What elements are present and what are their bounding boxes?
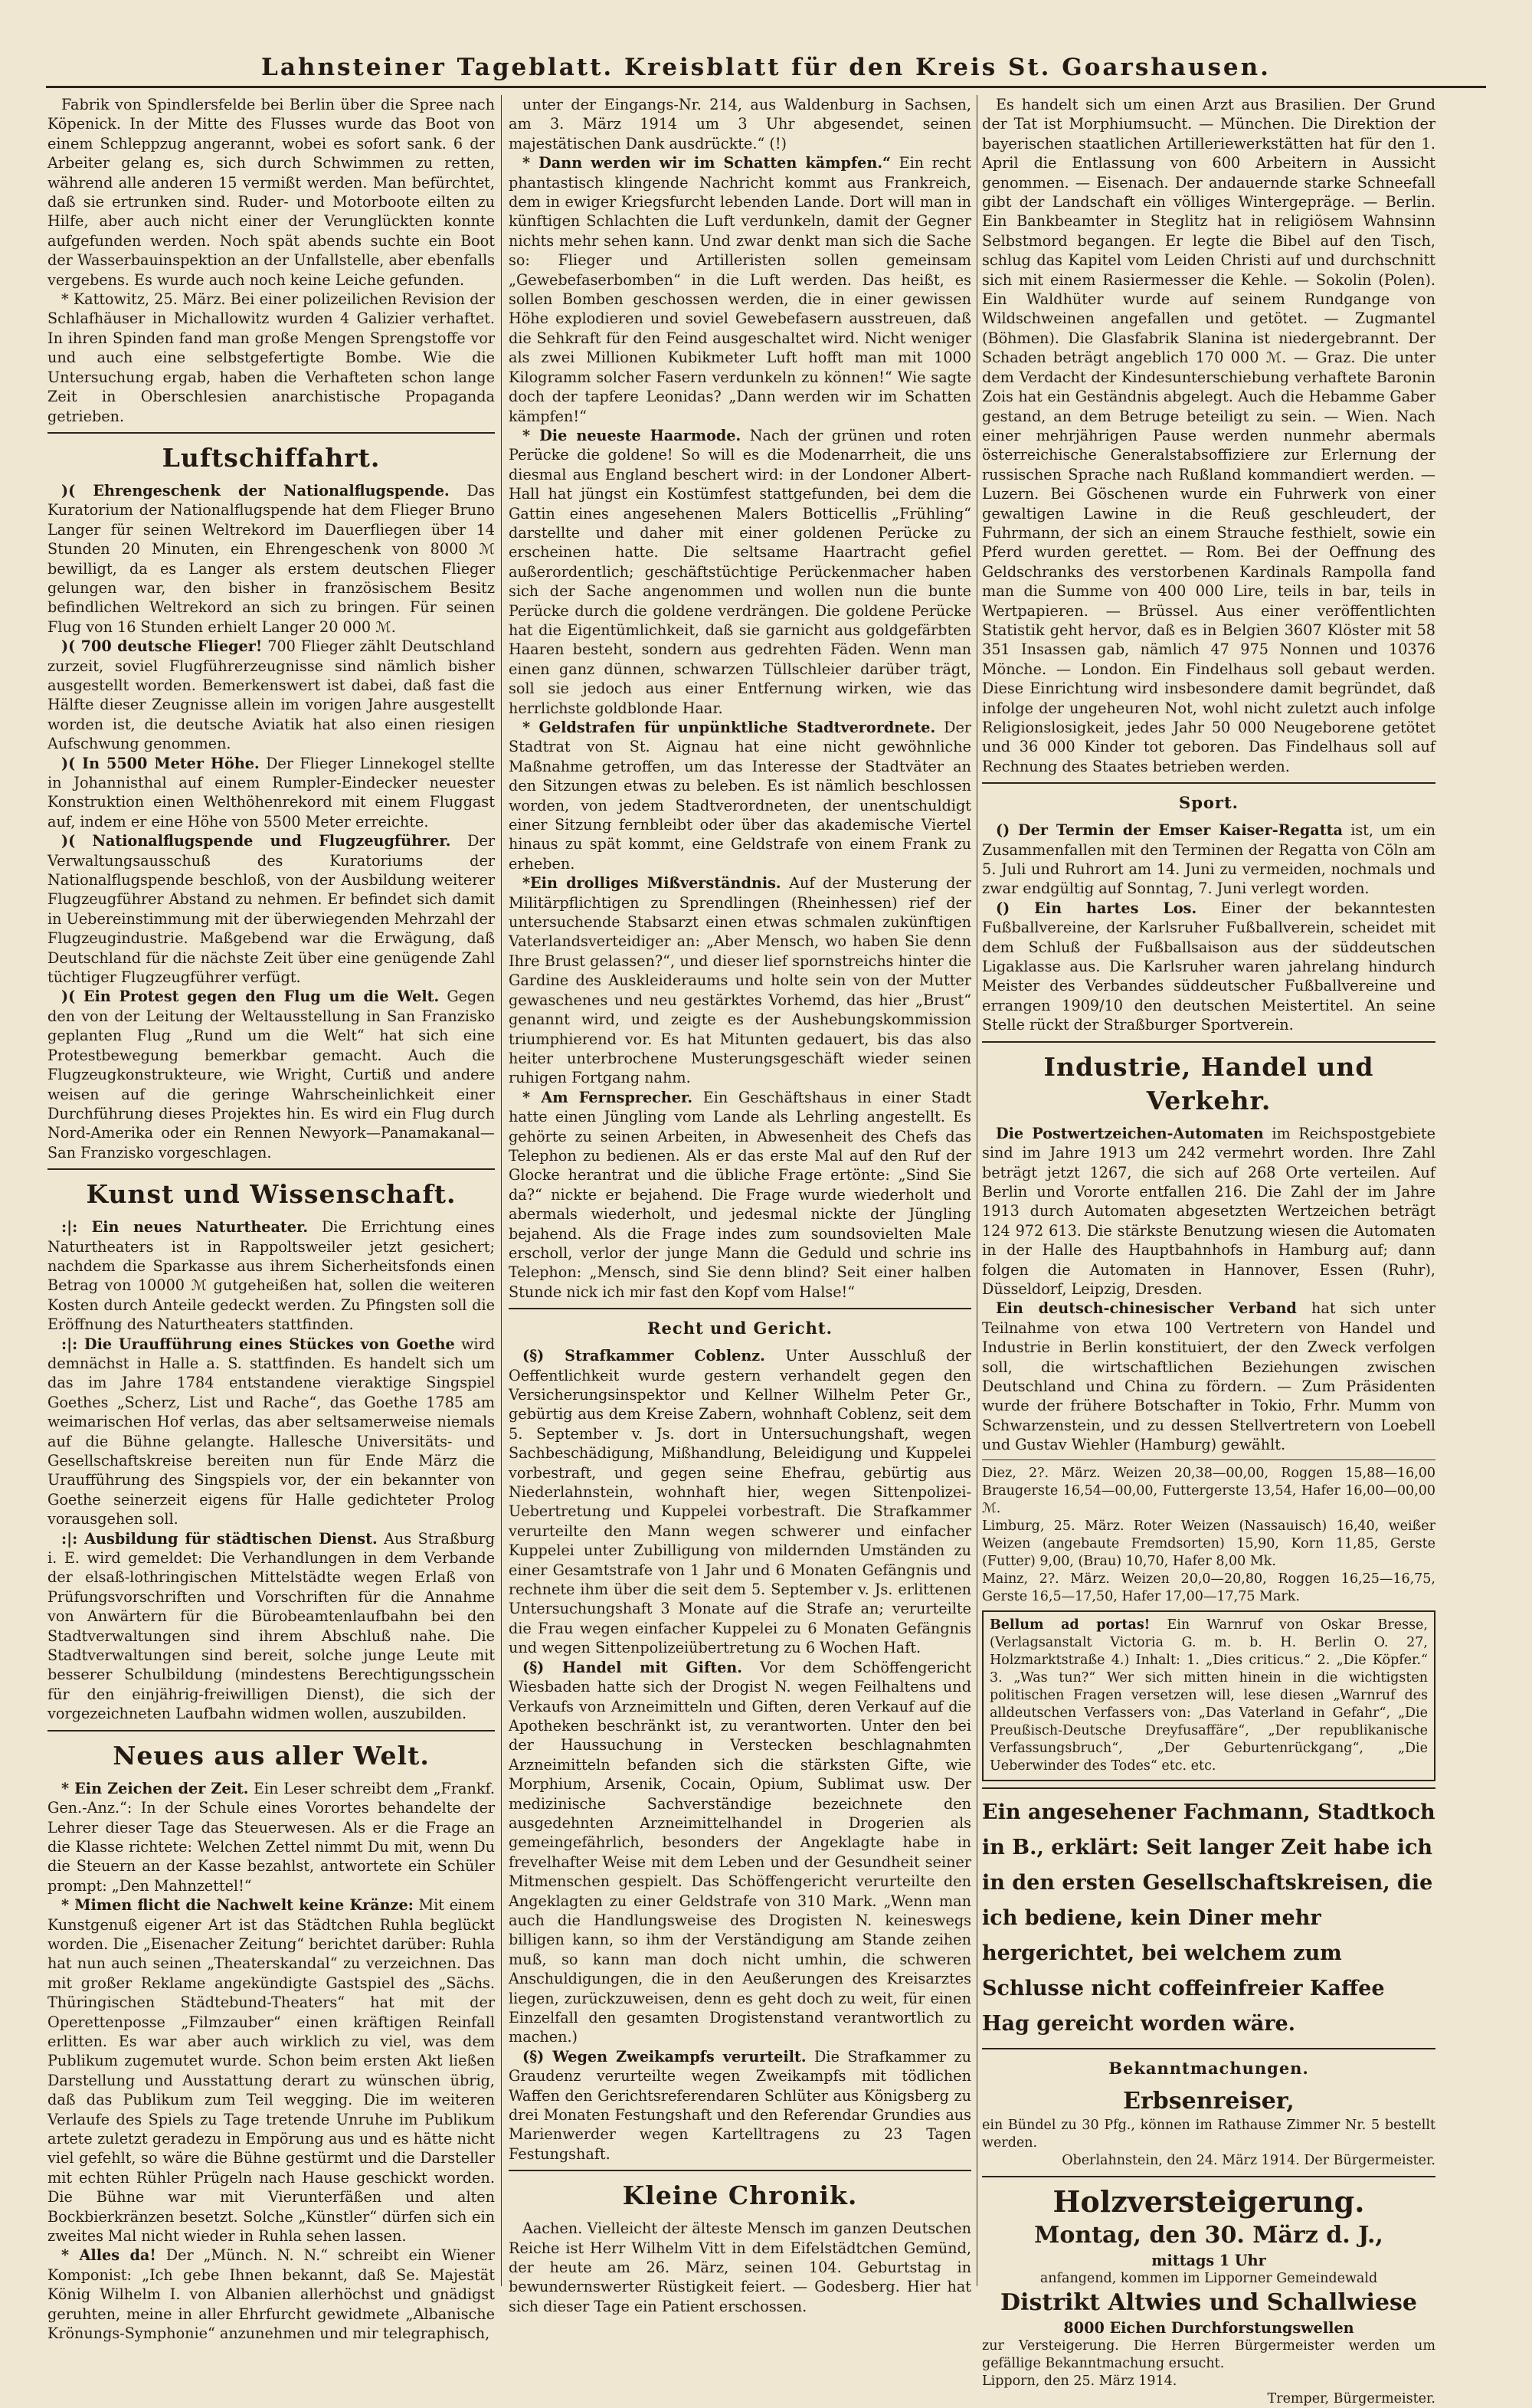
section-heading-neues: Neues aus aller Welt. — [113, 1740, 430, 1771]
auction-signature: Tremper, Bürgermeister. — [1267, 2391, 1435, 2407]
notice-signature: Oberlahnstein, den 24. März 1914. Der Bürgermeister. — [1062, 2152, 1435, 2168]
article — [509, 718, 971, 873]
article-body: Aus Straßburg i. E. wird gemeldet: Die Verhandlungen in dem Verbande der elsaß-lothringischen Mittelstädte wegen Erlaß von Prüfungsvorschriften und Vorschriften für die Annahme von Anwärtern für die Bürobeamtenlaufbahn bei den Stadtverwaltungen sind ihrem Abschluß nahe. Die Stadtverwaltungen sind bereit, solche junge Leute mit besserer Schulbildung (mindestens Berechtigungsschein für den einjährig-freiwilligen Dienst), die sich der vorgezeichneten Laufbahn widmen wollen, auszubilden. — [47, 1529, 495, 1723]
article — [509, 153, 971, 426]
auction-title: Holzversteigerung. — [1052, 2184, 1365, 2219]
article-heading: Die Postwertzeichen-Automaten — [996, 1124, 1264, 1142]
article — [982, 821, 1435, 899]
article — [509, 1658, 971, 2047]
article-body: Ein Geschäftshaus in einer Stadt hatte einen Jüngling vom Lande als Lehrling angestellt. Es gehörte zu seinen Arbeiten, in Abwesenheit des Chefs das Telephon zu bedienen. Als er das erste Mal auf den Ruf der Glocke herantrat und die übliche Frage ertönte: „Sind Sie da?“ nickte er bejahend. Die Frage wurde wiederholt und abermals wiederholt, und jedesmal nickte der Jüngling bejahend. Als die Frage indes zum soundsovielten Male erscholl, verlor der junge Mann die Geduld und schrie ins Telephon: „Mensch, sind Sie denn blind? Seit einer halben Stunde nick ich mir fast den Kopf vom Halse!“ — [509, 1088, 971, 1301]
article-kattowitz: * Kattowitz, 25. März. Bei einer polizeilichen Revision der Schlafhäuser in Michallowitz wurden 4 Galizier verhaftet. In ihren Spinden fand man große Mengen Sprengstoffe vor und auch eine selbstgefertigte Bombe. Wie die Untersuchung ergab, haben die Verhafteten schon lange Zeit in Oberschlesien anarchistische Propaganda getrieben. — [47, 290, 495, 425]
section-heading-kunst: Kunst und Wissenschaft. — [86, 1179, 457, 1210]
article-heading: * Die neueste Haarmode. — [522, 426, 741, 444]
section-heading-luftschiffahrt: Luftschiffahrt. — [162, 442, 381, 473]
section-rule — [982, 1041, 1435, 1043]
article — [509, 1088, 971, 1302]
auction-place: Lipporn, den 25. März 1914. — [982, 2374, 1177, 2390]
section-heading-industrie: Industrie, Handel und Verkehr. — [1043, 1051, 1374, 1116]
masthead-rule — [46, 86, 1486, 88]
masthead: Lahnsteiner Tageblatt. Kreisblatt für den Kreis St. Goarshausen. — [261, 54, 1271, 81]
article-body: Die Errichtung eines Naturtheaters ist in Rappoltsweiler jetzt gesichert; nachdem die Sparkasse aus ihrem Sicherheitsfonds einen Betrag von 10000 ℳ gutgeheißen hat, sollen die weiteren Kosten durch Anteile gedeckt werden. Zu Pfingsten soll die Eröffnung des Naturtheaters stattfinden. — [47, 1218, 495, 1334]
market-report-diez: Diez, 2?. März. Weizen 20,38—00,00, Roggen 15,88—16,00 Braugerste 16,54—00,00, Futtergerste 13,54, Hafer 16,00—00,00 ℳ. — [982, 1465, 1435, 1516]
article-body: 700 Flieger zählt Deutschland zurzeit, soviel Flugführerzeugnisse sind nämlich bisher ausgestellt worden. Bemerkenswert ist dabei, daß fast die Hälfte dieser Zeugnisse allein im vorigen Jahre ausgestellt worden ist, die deutsche Aviatik hat also einen riesigen Aufschwung genommen. — [47, 637, 495, 753]
article — [509, 2047, 971, 2164]
article-heading: )( Ein Protest gegen den Flug um die Welt. — [61, 988, 440, 1006]
article-heading: * Geldstrafen für unpünktliche Stadtverordnete. — [522, 719, 936, 736]
article-heading: )( In 5500 Meter Höhe. — [61, 754, 260, 772]
auction-date: Montag, den 30. März d. J., — [1034, 2221, 1383, 2249]
article-continuation: Es handelt sich um einen Arzt aus Brasilien. Der Grund der Tat ist Morphiumsucht. — München. Die Direktion der bayerischen staatlichen Artilleriewerkstätten hat für den 1. April die Entlassung von 600 Arbeitern in Aussicht genommen. — Eisenach. Der andauernde starke Schneefall gibt der Landschaft ein völliges Wintergepräge. — Berlin. Ein Bankbeamter in Steglitz hat in religiösem Wahnsinn Selbstmord begangen. Er legte die Bibel auf den Tisch, schlug das Kapitel vom Leiden Christi auf und durchschnitt sich mit einem Rasiermesser die Kehle. — Sokolin (Polen). Ein Waldhüter wurde auf seinem Rundgange von Wildschweinen angefallen und getötet. — Zugmantel (Böhmen). Die Glasfabrik Slanina ist niedergebrannt. Der Schaden beträgt angeblich 170 000 ℳ. — Graz. Die unter dem Verdacht der Kindesunterschiebung verhaftete Baronin Zois hat ein Geständnis abgelegt. Auch die Hebamme Gaber gestand, an dem Betruge beteiligt zu sein. — Wien. Nach einer mehrjährigen Pause werden nunmehr abermals österreichische Generalstabsoffiziere zur Erlernung der russischen Sprache nach Rußland kommandiert werden. — Luzern. Bei Göschenen wurde ein Fuhrwerk von einer gewaltigen Lawine in die Reuß geschleudert, der Fuhrmann, der sich an einem Strauche festhielt, sowie ein Pferd wurden gerettet. — Rom. Bei der Oeffnung des Geldschranks des verstorbenen Kardinals Rampolla fand man die Summe von 400 000 Lire, teils in bar, teils in Wertpapieren. — Brüssel. Aus einer veröffentlichten Statistik geht hervor, daß es in Belgien 3607 Klöster mit 58 351 Insassen gab, nämlich 47 975 Nonnen und 10376 Mönche. — London. Ein Findelhaus soll gebaut werden. Diese Einrichtung wird insbesondere damit begründet, daß infolge der ungeheuren Not, wohl nicht zuletzt auch infolge Religionslosigkeit, jedes Jahr 50 000 Neugeborene getötet und 36 000 Kinder tot geboren. Das Findelhaus soll auf Rechnung des Staates betrieben werden. — [982, 96, 1435, 775]
article — [47, 1529, 495, 1724]
notice-text: ein Bündel zu 30 Pfg., können im Rathause Zimmer Nr. 5 bestellt werden. — [982, 2117, 1435, 2151]
article-body: Gegen den von der Leitung der Weltausstellung in San Franzisko geplanten Flug „Rund um die Welt“ hat sich eine Protestbewegung bemerkbar gemacht. Auch die Flugzeugkonstrukteure, wie Wright, Curtiß und andere weisen auf die geringe Wahrscheinlichkeit einer Durchführung dieses Projektes hin. Es wird ein Flug durch Nord-Amerika oder ein Rennen Newyork—Panamakanal—San Franzisko vorgeschlagen. — [47, 988, 495, 1161]
column-2 — [509, 95, 971, 2315]
article-body: Einer der bekanntesten Fußballvereine, der Karlsruher Fußballverein, scheidet mit dem Schluß der Fußballsaison aus der süddeutschen Ligaklasse aus. Die Karlsruher waren jahrelang hindurch Meister des Verbandes süddeutscher Fußballvereine und errangen 1909/10 den deutschen Meistertitel. An seine Stelle rückt der Straßburger Sportverein. — [982, 899, 1435, 1034]
article-body: hat sich unter Teilnahme von etwa 100 Vertretern von Handel und Industrie in Berlin konstituiert, der den Zweck verfolgen soll, die wirtschaftlichen Beziehungen zwischen Deutschland und China zu fördern. — Zum Präsidenten wurde der frühere Botschafter in Tokio, Frhr. Mumm von Schwarzenstein, und zu dessen Stellvertretern von Loebell und Gustav Wiehler (Hamburg) gewählt. — [982, 1299, 1435, 1454]
article — [47, 1895, 495, 2246]
rule — [982, 1787, 1435, 1789]
column-divider — [501, 95, 502, 2286]
article-body: Der Flieger Linnekogel stellte in Johannisthal auf einem Rumpler-Eindecker neuester Konstruktion einen Welthöhenrekord mit einem Fluggast auf, indem er eine Höhe von 5500 Meter erreichte. — [47, 754, 495, 831]
article-heading: * Dann werden wir im Schatten kämpfen.“ — [522, 154, 892, 172]
section-rule — [509, 1308, 971, 1309]
auction-time: mittags 1 Uhr — [1151, 2251, 1266, 2269]
section-rule — [47, 432, 495, 434]
article — [982, 899, 1435, 1035]
article — [509, 426, 971, 718]
article-heading: (§) Handel mit Giften. — [522, 1658, 742, 1676]
section-heading-chronik: Kleine Chronik. — [622, 2180, 858, 2211]
article-heading: * Mimen flicht die Nachwelt keine Kränze: — [61, 1896, 414, 1915]
article-heading: (§) Strafkammer Coblenz. — [522, 1347, 765, 1365]
article-heading: Ein deutsch-chinesischer Verband — [996, 1299, 1297, 1318]
article — [47, 754, 495, 832]
section-rule — [509, 2170, 971, 2171]
article-body: Auf der Musterung der Militärpflichtigen zu Sprendlingen (Rheinhessen) rief der untersuchende Stabsarzt einen etwas schmalen zukünftigen Vaterlandsverteidiger an: „Aber Mensch, wo haben Sie denn Ihre Brust gelassen?“, und dieser lief spornstreichs hinter die Gardine des Auskleideraums und holte sein von der Mutter gewaschenes und neu gestärktes Vorhemd, das hier „Brust“ genannt wird, und zeigte es der Aushebungskommission triumphierend vor. Es hat Mitunten gedauert, bis das also heiter unterbrochene Musterungsgeschäft wieder seinen ruhigen Fortgang nahm. — [509, 874, 971, 1087]
article — [47, 1779, 495, 1895]
article-body: Vor dem Schöffengericht Wiesbaden hatte sich der Drogist N. wegen Feilhaltens und Verkaufs von Arzneimitteln und Giften, deren Verkauf auf die Apotheken beschränkt ist, zu verantworten. Unter den bei der Haussuchung in Verstecken beschlagnahmten Arzneimitteln befanden sich die stärksten Gifte, wie Morphium, Arsenik, Cocain, Opium, Sublimat usw. Der medizinische Sachverständige bezeichnete den ausgedehnten Arzneimittelhandel in Drogerien als gemeingefährlich, besonders der Angeklagte habe in frevelhafter Weise mit dem Leben und der Gesundheit seiner Mitmenschen gespielt. Das Schöffengericht verurteilte den Angeklagten zu einer Geldstrafe von 310 Mark. „Wenn man auch die Handlungsweise des Drogisten N. keineswegs billigen kann, so ihm der Verständigung am Stande zeihen muß, so kann man doch nicht umhin, die schweren Anschuldigungen, die in den Aeußerungen des Kreisarztes liegen, zurückzuweisen, denn es geht doch zu weit, für einen Einzelfall den gesamten Drogistenstand verantwortlich zu machen.) — [509, 1658, 971, 2046]
article-body: Die Strafkammer zu Graudenz verurteilte wegen Zweikampfs mit tödlichen Waffen den Gerichtsreferendaren Schlüter aus Königsberg zu drei Monaten Festungshaft und den Referendar Grundies aus Marienwerder wegen Kartelltragens zu 23 Tagen Festungshaft. — [509, 2047, 971, 2163]
article — [47, 637, 495, 753]
market-report-limburg: Limburg, 25. März. Roter Weizen (Nassauisch) 16,40, weißer Weizen (angebaute Fremdsorten) 15,90, Korn 11,85, Gerste (Futter) 9,00, (Brau) 10,70, Hafer 8,00 Mk. — [982, 1518, 1435, 1569]
section-heading-bekanntmachungen: Bekanntmachungen. — [1108, 2058, 1309, 2078]
article-heading: * Ein Zeichen der Zeit. — [61, 1779, 249, 1797]
article — [47, 2246, 495, 2343]
book-ad-body: Ein Warnruf von Oskar Bresse, (Verlagsanstalt Victoria G. m. b. H. Berlin O. 27, Holzmarktstraße 4.) Inhalt: 1. „Dies criticus.“ 2. „Die Köpfer.“ 3. „Was tun?“ Wer sich mitten hinein in die wichtigsten politischen Fragen versetzen will, lese diesen „Warnruf des alldeutschen Verfassers von: „Das Vaterland in Gefahr“, „Die Preußisch-Deutsche Dreyfusaffäre“, „Der republikanische Verfassungsbruch“, „Der Geburtenrückgang“, „Die Ueberwinder des Todes“ etc. etc. — [990, 1617, 1428, 1774]
notice-title: Erbsenreiser, — [1123, 2087, 1295, 2115]
section-heading-sport: Sport. — [1179, 793, 1239, 813]
article-body: Der Stadtrat von St. Aignau hat eine nicht gewöhnliche Maßnahme getroffen, um das Interesse der Stadtväter an den Sitzungen etwas zu beleben. Es ist nämlich beschlossen worden, von jedem Stadtverordneten, der unentschuldigt einer Sitzung fernbleibt oder über das akademische Viertel hinaus zu spät kommt, eine Geldstrafe von einem Frank zu erheben. — [509, 719, 971, 873]
article-continuation: unter der Eingangs-Nr. 214, aus Waldenburg in Sachsen, am 3. März 1914 um 3 Uhr abgesendet, seinen majestätischen Dank ausdrückte.“ (!) — [509, 96, 971, 152]
article — [47, 1335, 495, 1529]
book-advertisement — [982, 1610, 1435, 1781]
article-body: Das Kuratorium der Nationalflugspende hat dem Flieger Bruno Langer für seinen Weltrekord im Dauerfliegen über 14 Stunden 20 Minuten, ein Ehrengeschenk von 8000 ℳ bewilligt, da es Langer als erstem deutschen Flieger gelungen war, den bisher in französischem Besitz befindlichen Weltrekord an sich zu bringen. Für seinen Flug von 16 Stunden erhielt Langer 20 000 ℳ. — [47, 481, 495, 636]
article-body: wird demnächst in Halle a. S. stattfinden. Es handelt sich um das im Jahre 1784 entstandene vieraktige Singspiel Goethes „Scherz, List und Rache“, das Goethe 1785 am weimarischen Hof verlas, das aber seltsamerweise niemals auf die Bühne gelangte. Hallesche Universitäts- und Gesellschaftskreise bereiten nun für Ende März die Uraufführung des Singspiels vor, der ein bekannter von Goethe seinerzeit eigens für Halle gedichteter Prolog vorausgehen soll. — [47, 1335, 495, 1528]
column-3 — [982, 95, 1435, 2407]
book-ad-text — [990, 1617, 1428, 1775]
article-body: Ein recht phantastisch klingende Nachricht kommt aus Frankreich, dem in ewiger Kriegsfurcht lebenden Lande. Dort will man in künftigen Schlachten die Luft verdunkeln, damit der Gegner nichts mehr sehen kann. Und zwar denkt man sich die Sache so: Flieger und Artilleristen sollen gemeinsam „Gewebefaserbomben“ in die Luft werden. Das heißt, es sollen Bomben geschossen werden, die in einer gewissen Höhe explodieren und soviel Gewebefasern ausstreuen, daß die Sehkraft für den Feind ausgeschaltet wird. Nicht weniger als zwei Millionen Kubikmeter Luft hofft man mit 1000 Kilogramm solcher Fasern verdunkeln zu können!“ Wie sagte doch der tapfere Leonidas? „Dann werden wir im Schatten kämpfen!“ — [509, 154, 971, 425]
article-body: Der Verwaltungsausschuß des Kuratoriums der Nationalflugspende beschloß, von der Ausbildung weiterer Flugzeugführer Abstand zu nehmen. Er befindet sich damit in Uebereinstimmung mit der überwiegenden Mehrzahl der Flugzeugindustrie. Maßgebend war die Erwägung, daß Deutschland für die nächste Zeit über eine genügende Zahl tüchtiger Flugzeugführer verfügt. — [47, 832, 496, 987]
article-heading: () Der Termin der Emser Kaiser-Regatta — [996, 821, 1343, 840]
article-heading: (§) Wegen Zweikampfs verurteilt. — [522, 2047, 807, 2066]
kaffee-hag-advertisement: Ein angesehener Fachmann, Stadtkoch in B., erklärt: Seit langer Zeit habe ich in den ersten Gesellschaftskreisen, die ich bediene, kein Diner mehr hergerichtet, bei welchem zum Schlusse nicht coffeinfreier Kaffee Hag gereicht worden wäre. — [982, 1800, 1435, 2036]
article-chronik: Aachen. Vielleicht der älteste Mensch im ganzen Deutschen Reiche ist Herr Wilhelm Vitt in dem Eifelstädtchen Gemünd, der heute am 26. März, seinen 104. Geburtstag in bewundernswerter Rüstigkeit feiert. — Godesberg. Hier hat sich dieser Tage ein Patient erschossen. — [509, 2220, 971, 2315]
section-rule — [982, 782, 1435, 784]
section-rule — [982, 2048, 1435, 2049]
article-heading: * Am Fernsprecher. — [522, 1088, 693, 1106]
article-heading: )( 700 deutsche Flieger! — [61, 637, 263, 656]
auction-note: zur Versteigerung. Die Herren Bürgermeister werden um gefällige Bekanntmachung ersucht. — [982, 2338, 1435, 2372]
article-heading: :|: Ein neues Naturtheater. — [61, 1218, 309, 1237]
book-ad-title: Bellum ad portas! — [990, 1617, 1151, 1633]
article-body: Der „Münch. N. N.“ schreibt ein Wiener Komponist: „Ich gebe Ihnen bekannt, daß Se. Majestät König Wilhelm I. von Albanien allerhöchst und gnädigst geruhten, meine in aller Ehrfurcht gewidmete „Albanische Krönungs-Symphonie“ anzunehmen und mir telegraphisch, — [47, 2246, 495, 2343]
article-heading: () Ein hartes Los. — [996, 899, 1197, 917]
auction-district: Distrikt Altwies und Schallwiese — [1000, 2289, 1417, 2316]
section-rule — [47, 1168, 495, 1170]
article — [509, 873, 971, 1087]
auction-text: anfangend, kommen im Lipporner Gemeindewald — [1039, 2271, 1378, 2286]
article-heading: )( Nationalflugspende und Flugzeugführer. — [61, 832, 451, 850]
rule — [982, 2176, 1435, 2177]
auction-wood: 8000 Eichen Durchforstungswellen — [1063, 2319, 1354, 2337]
section-rule — [47, 1730, 495, 1731]
article-body: ist, um ein Zusammenfallen mit den Terminen der Regatta von Cöln am 5. Juli und Ruhrort am 14. Juni zu vermeiden, nochmals und zwar endgültig auf Sonntag, 7. Juni verlegt worden. — [982, 821, 1435, 898]
article-body: Ein Leser schreibt dem „Frankf. Gen.-Anz.“: In der Schule eines Vorortes behandelte der Lehrer dieser Tage das Steuerwesen. Als er die Frage an die Klasse richtete: Welchen Zettel nimmt Du mit, wenn Du die Steuern an der Kasse bezahlst, antwortete ein Schüler prompt: „Den Mahnzettel!“ — [47, 1779, 495, 1895]
article-heading: :|: Die Uraufführung eines Stückes von Goethe — [61, 1335, 455, 1353]
article — [47, 481, 495, 637]
article-body: Nach der grünen und roten Perücke die goldene! So will es die Modenarrheit, die uns diesmal aus England beschert wird: in der Londoner Albert-Hall hat jüngst ein Kostümfest stattgefunden, bei dem die Gattin eines angesehenen Malers Botticellis „Frühling“ darstellte und daher mit einer goldenen Perücke zu erscheinen hatte. Die seltsame Haartracht gefiel außerordentlich; geschäftstüchtige Perückenmacher haben sich der Sache angenommen und wollen nun die bunte Perücke durch die goldene verdrängen. Die goldene Perücke hat die Eigentümlichkeit, daß sie garnicht aus goldgefärbten Haaren besteht, sondern aus gedrehten Fäden. Wenn man einen ganz dünnen, schwarzen Tüllschleier darüber trägt, soll sie jedoch aus einer Entfernung wirken, wie das herrlichste goldblonde Haar. — [509, 426, 971, 717]
column-1 — [47, 95, 496, 2343]
article — [47, 987, 495, 1162]
article-heading: :|: Ausbildung für städtischen Dienst. — [61, 1529, 378, 1548]
article — [47, 831, 495, 987]
article-heading: )( Ehrengeschenk der Nationalflugspende. — [61, 481, 450, 500]
article-continuation: Fabrik von Spindlersfelde bei Berlin über die Spree nach Köpenick. In der Mitte des Flusses wurde das Boot von einem Schleppzug angerannt, wobei es sofort sank. 6 der Arbeiter gelang es, sich durch Schwimmen zu retten, während alle anderen 15 vermißt werden. Man befürchtet, daß sie ertrunken sind. Ruder- und Motorboote eilten zu Hilfe, aber auch nicht einer der Verunglückten konnte aufgefunden werden. Noch spät abends suchte ein Boot der Wasserbauinspektion an der Unfallstelle, aber ebenfalls vergebens. Es wurde auch noch keine Leiche gefunden. — [47, 96, 495, 289]
article-body: Mit einem Kunstgenuß eigener Art ist das Städtchen Ruhla beglückt worden. Die „Eisenacher Zeitung“ berichtet darüber: Ruhla hat nun auch seinen „Theaterskandal“ zu verzeichnen. Das mit großer Reklame angekündigte Gastspiel des „Sächs. Thüringischen Städtebund-Theaters“ hat mit der Operettenposse „Filmzauber“ einen kräftigen Reinfall erlitten. Es war aber auch wirklich zu viel, was dem Publikum zugemutet wurde. Schon beim ersten Akt ließen Darstellung und Ausstattung derart zu wünschen übrig, daß das Publikum zum Teil wegging. Die im weiteren Verlaufe des Spiels zu Tage tretende Unruhe im Publikum artete zuletzt geradezu in Empörung aus und es hätte nicht viel gefehlt, so wäre die Bühne gestürmt und die Darsteller mit echten Rühler Prügeln nach Hause geschickt worden. Die Bühne war mit Vierunterfäßen und alten Bockbierkränzen besetzt. Solche „Künstler“ dürfen sich ein zweites Mal nicht wieder in Ruhla sehen lassen. — [47, 1896, 495, 2246]
article — [982, 1124, 1435, 1299]
section-heading-recht: Recht und Gericht. — [647, 1319, 833, 1338]
article-heading: *Ein drolliges Mißverständnis. — [522, 874, 781, 893]
article — [509, 1346, 971, 1658]
article — [982, 1299, 1435, 1454]
article-heading: * Alles da! — [61, 2246, 156, 2265]
market-report-mainz: Mainz, 2?. März. Weizen 20,0—20,80, Roggen 16,25—16,75, Gerste 16,5—17,50, Hafer 17,00—17,75 Mark. — [982, 1571, 1435, 1604]
article-body: Unter Ausschluß der Oeffentlichkeit wurde gestern verhandelt gegen den Versicherungsinspektor und Kellner Wilhelm Peter Gr., gebürtig aus dem Kreise Zabern, wohnhaft Coblenz, seit dem 5. September v. Js. dort in Untersuchungshaft, wegen Sachbeschädigung, Mißhandlung, Beleidigung und Kuppelei vorbestraft, und gegen seine Ehefrau, gebürtig aus Niederlahnstein, wohnhaft hier, wegen Sittenpolizei-Uebertretung und Kuppelei vorbestraft. Die Strafkammer verurteilte den Mann wegen schwerer und einfacher Kuppelei unter Zubilligung von mildernden Umständen zu einer Gesamtstrafe von 1 Jahr und 6 Monaten Gefängnis und rechnete ihm über die seit dem 5. September v. Js. erlittenen Untersuchungshaft 3 Monate auf die Strafe an; verurteilte die Frau wegen einfacher Kuppelei zu 6 Monaten Gefängnis und wegen Sittenpolizeiübertretung zu 6 Wochen Haft. — [509, 1347, 971, 1657]
article-body: im Reichspostgebiete sind im Jahre 1913 um 242 vermehrt worden. Ihre Zahl beträgt jetzt 1267, die sich auf 268 Orte verteilen. Auf Berlin und Vororte entfallen 216. Die Zahl der im Jahre 1913 durch Automaten abgesetzten Wertzeichen beträgt 124 972 613. Die stärkste Benutzung wiesen die Automaten in der Halle des Hauptbahnhofs in Hamburg auf; dann folgen die Automaten in Hannover, Essen (Ruhr), Düsseldorf, Leipzig, Dresden. — [982, 1124, 1435, 1298]
article — [47, 1217, 495, 1334]
